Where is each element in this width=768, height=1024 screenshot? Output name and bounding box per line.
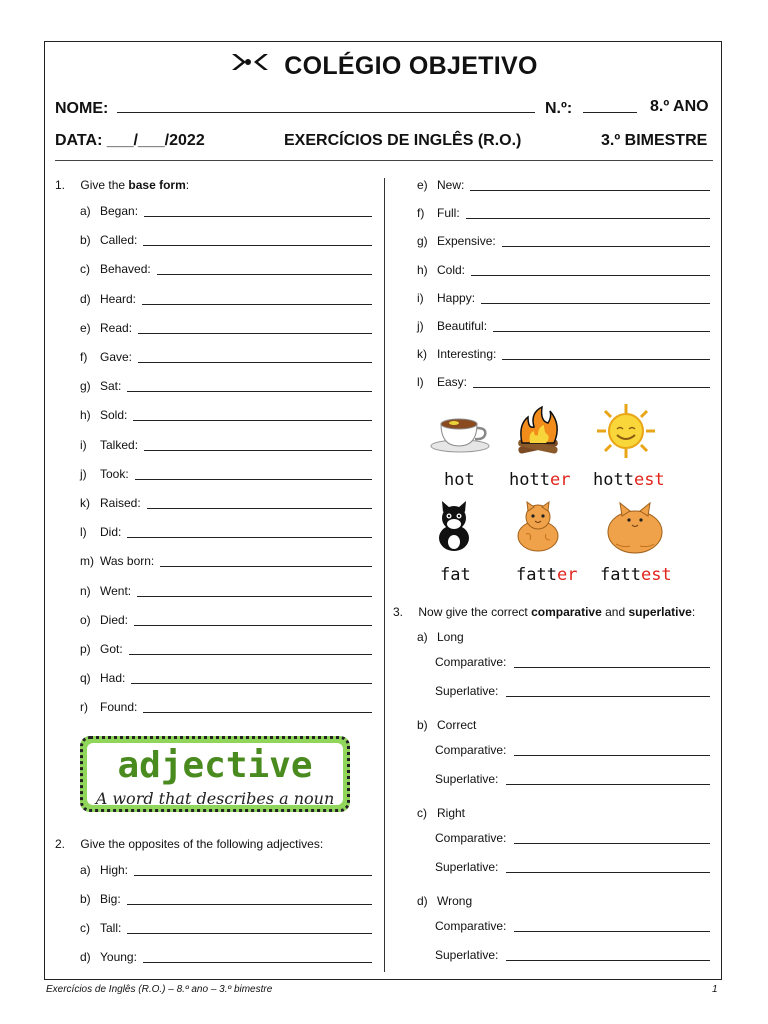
q3-item [417, 718, 476, 732]
item-letter: p) [80, 642, 91, 656]
superlative-label: Superlative: [435, 684, 499, 698]
item-word: Went: [100, 583, 132, 598]
smiling-sun-icon [595, 403, 657, 464]
q2-answer-line[interactable] [471, 275, 710, 276]
item-word: Right [437, 806, 466, 820]
q2-answer-line[interactable] [493, 331, 710, 332]
item-letter: k) [417, 347, 427, 362]
item-letter: e) [417, 178, 428, 192]
q1-item [80, 671, 125, 685]
item-letter: j) [80, 466, 87, 481]
q1-item [80, 642, 123, 656]
item-word: Raised: [100, 496, 141, 510]
superlative-label: Superlative: [435, 860, 499, 874]
q1-answer-line[interactable] [135, 479, 372, 480]
item-word: Correct [437, 718, 477, 732]
q2-answer-line[interactable] [127, 904, 372, 905]
q1-prompt [55, 178, 189, 192]
item-word: Got: [100, 642, 123, 656]
item-letter: f) [417, 206, 425, 221]
item-letter: a) [80, 863, 91, 877]
q1-item [80, 408, 127, 422]
orange-cat-icon [512, 500, 564, 557]
q2-answer-line[interactable] [473, 387, 710, 388]
q1-answer-line[interactable] [127, 537, 372, 538]
q2-item [80, 892, 121, 906]
q1-answer-line[interactable] [142, 304, 372, 305]
name-label: NOME: [55, 100, 109, 117]
item-letter: g) [80, 379, 91, 394]
q2-number: 2. [55, 837, 66, 851]
q1-answer-line[interactable] [134, 625, 372, 626]
item-word: Talked: [100, 437, 139, 452]
item-word: Big: [100, 892, 121, 906]
q2-prompt [55, 837, 323, 851]
q1-answer-line[interactable] [144, 450, 372, 451]
item-word: Cold: [437, 262, 466, 277]
q2-answer-line[interactable] [143, 962, 372, 963]
comparative-label: Comparative: [435, 743, 507, 757]
item-word: Died: [100, 612, 129, 627]
q1-item [80, 321, 132, 335]
item-word: Beautiful: [437, 319, 488, 333]
q1-answer-line[interactable] [129, 654, 372, 655]
superlative-answer-line[interactable] [506, 784, 710, 785]
item-letter: m) [80, 554, 94, 569]
item-word: Happy: [437, 290, 476, 305]
item-word: Was born: [100, 554, 155, 569]
item-word: Read: [100, 320, 133, 335]
comparative-answer-line[interactable] [514, 755, 710, 756]
item-word: Found: [100, 700, 138, 715]
q2-answer-line[interactable] [470, 190, 710, 191]
q2-answer-line[interactable] [134, 875, 372, 876]
school-logo-icon [230, 51, 270, 80]
q1-answer-line[interactable] [143, 712, 372, 713]
name-field[interactable] [117, 98, 535, 113]
q1-answer-line[interactable] [157, 274, 372, 275]
superlative-label: Superlative: [435, 948, 499, 962]
item-letter: c) [80, 262, 90, 277]
q1-item [80, 496, 141, 510]
q2-item [417, 234, 496, 248]
q3-item [417, 630, 464, 644]
q1-answer-line[interactable] [147, 508, 372, 509]
item-letter: d) [80, 950, 91, 964]
comparative-label: Comparative: [435, 919, 507, 933]
campfire-icon [512, 405, 564, 462]
q1-item [80, 554, 154, 568]
q1-number: 1. [55, 178, 66, 192]
q2-answer-line[interactable] [481, 303, 710, 304]
q1-answer-line[interactable] [143, 245, 372, 246]
item-word: Long [437, 630, 464, 644]
item-letter: q) [80, 671, 91, 686]
q1-item [80, 350, 132, 364]
item-letter: c) [80, 921, 90, 935]
item-letter: a) [417, 630, 428, 644]
subject-title: EXERCÍCIOS DE INGLÊS (R.O.) [284, 132, 522, 149]
number-row [545, 98, 637, 118]
item-letter: f) [80, 350, 88, 364]
q1-prompt-text: Give the base form: [80, 178, 190, 192]
footer-text: Exercícios de Inglês (R.O.) – 8.º ano – 3.º bimestre [46, 984, 273, 995]
q2-item [417, 347, 496, 361]
superlative-answer-line[interactable] [506, 696, 710, 697]
q2-answer-line[interactable] [127, 933, 372, 934]
black-cat-icon [434, 500, 474, 557]
q1-answer-line[interactable] [138, 333, 372, 334]
q2-item [417, 375, 467, 389]
item-letter: l) [80, 525, 87, 540]
item-word: Sat: [100, 379, 122, 394]
q2-prompt-text: Give the opposites of the following adjectives: [80, 837, 324, 851]
item-word: Began: [100, 204, 139, 218]
date-row [55, 132, 205, 150]
comparative-answer-line[interactable] [514, 931, 710, 932]
item-letter: g) [417, 234, 428, 249]
item-letter: i) [80, 437, 87, 452]
page-number: 1 [712, 984, 718, 995]
date-field[interactable]: ___/___/2022 [106, 132, 205, 149]
q2-answer-line[interactable] [502, 359, 710, 360]
item-word: Full: [437, 206, 460, 221]
q2-item [417, 206, 460, 220]
item-letter: e) [80, 320, 91, 335]
grade-label: 8.º ANO [650, 98, 709, 115]
item-letter: b) [417, 718, 428, 732]
q1-item [80, 584, 131, 598]
item-word: Called: [100, 233, 138, 248]
q2-item [417, 291, 475, 305]
q1-item [80, 467, 129, 481]
item-word: Interesting: [437, 347, 497, 362]
item-word: Heard: [100, 291, 137, 306]
item-letter: r) [80, 700, 88, 715]
item-word: Wrong [437, 894, 473, 908]
caption-fat: fat [440, 565, 471, 585]
q3-prompt-text: Now give the correct comparative and superlative: [418, 605, 696, 619]
q1-item [80, 204, 138, 218]
caption-hottest: hottest [593, 470, 665, 490]
item-word: Easy: [437, 375, 468, 390]
q3-number: 3. [393, 605, 404, 619]
caption-fattest: fattest [600, 565, 672, 585]
caption-hotter: hotter [509, 470, 571, 490]
item-word: Behaved: [100, 262, 151, 277]
item-letter: l) [417, 375, 424, 390]
q2-item [417, 263, 465, 277]
item-word: Did: [100, 525, 122, 540]
number-label: N.º: [545, 100, 573, 117]
school-name: COLÉGIO OBJETIVO [284, 52, 538, 80]
q1-item [80, 379, 121, 393]
q1-answer-line[interactable] [133, 420, 372, 421]
q2-item [80, 950, 137, 964]
q3-item [417, 806, 465, 820]
item-letter: b) [80, 892, 91, 906]
item-word: Expensive: [437, 234, 496, 249]
comparative-label: Comparative: [435, 831, 507, 845]
q1-item [80, 233, 137, 247]
caption-hot: hot [444, 470, 475, 490]
item-letter: d) [80, 291, 91, 306]
date-label: DATA: [55, 132, 103, 149]
adjective-banner [80, 736, 350, 812]
fat-orange-cat-icon [606, 500, 664, 559]
header-divider [55, 160, 713, 161]
q1-item [80, 438, 138, 452]
item-letter: i) [417, 290, 424, 305]
q1-answer-line[interactable] [138, 362, 372, 363]
q2-item [80, 863, 128, 877]
q1-item [80, 262, 151, 276]
superlative-label: Superlative: [435, 772, 499, 786]
term-label: 3.º BIMESTRE [601, 132, 708, 149]
item-word: New: [437, 178, 465, 192]
q1-answer-line[interactable] [137, 596, 372, 597]
item-letter: d) [417, 894, 428, 908]
item-letter: a) [80, 204, 91, 218]
item-word: Young: [100, 950, 137, 964]
q2-answer-line[interactable] [502, 246, 710, 247]
q3-prompt [393, 605, 695, 619]
banner-definition: A word that describes a noun [95, 789, 335, 808]
q1-answer-line[interactable] [160, 566, 372, 567]
q2-answer-line[interactable] [466, 218, 710, 219]
column-divider [384, 178, 385, 972]
item-word: Gave: [100, 350, 133, 364]
item-word: Took: [100, 466, 129, 481]
item-word: Had: [100, 671, 126, 686]
comparative-label: Comparative: [435, 655, 507, 669]
q1-item [80, 525, 121, 539]
name-row [55, 98, 535, 118]
superlative-answer-line[interactable] [506, 872, 710, 873]
q1-answer-line[interactable] [127, 391, 372, 392]
item-letter: n) [80, 583, 91, 598]
item-letter: h) [80, 408, 91, 423]
item-word: Tall: [100, 921, 122, 935]
superlative-answer-line[interactable] [506, 960, 710, 961]
comparative-answer-line[interactable] [514, 843, 710, 844]
item-letter: k) [80, 496, 90, 510]
item-word: Sold: [100, 408, 128, 423]
item-letter: c) [417, 806, 427, 820]
q1-item [80, 700, 137, 714]
item-letter: h) [417, 262, 428, 277]
coffee-cup-icon [429, 410, 491, 459]
q1-answer-line[interactable] [144, 216, 372, 217]
q1-item [80, 292, 136, 306]
q1-answer-line[interactable] [131, 683, 372, 684]
q3-item [417, 894, 472, 908]
q1-item [80, 613, 128, 627]
item-word: High: [100, 863, 129, 877]
number-field[interactable] [583, 98, 637, 113]
comparative-answer-line[interactable] [514, 667, 710, 668]
item-letter: j) [417, 319, 424, 333]
caption-fatter: fatter [516, 565, 578, 585]
item-letter: b) [80, 233, 91, 248]
school-header [0, 52, 768, 82]
q2-item [80, 921, 121, 935]
banner-word: adjective [117, 745, 313, 786]
q2-item [417, 178, 464, 192]
q2-item [417, 319, 487, 333]
item-letter: o) [80, 612, 91, 627]
